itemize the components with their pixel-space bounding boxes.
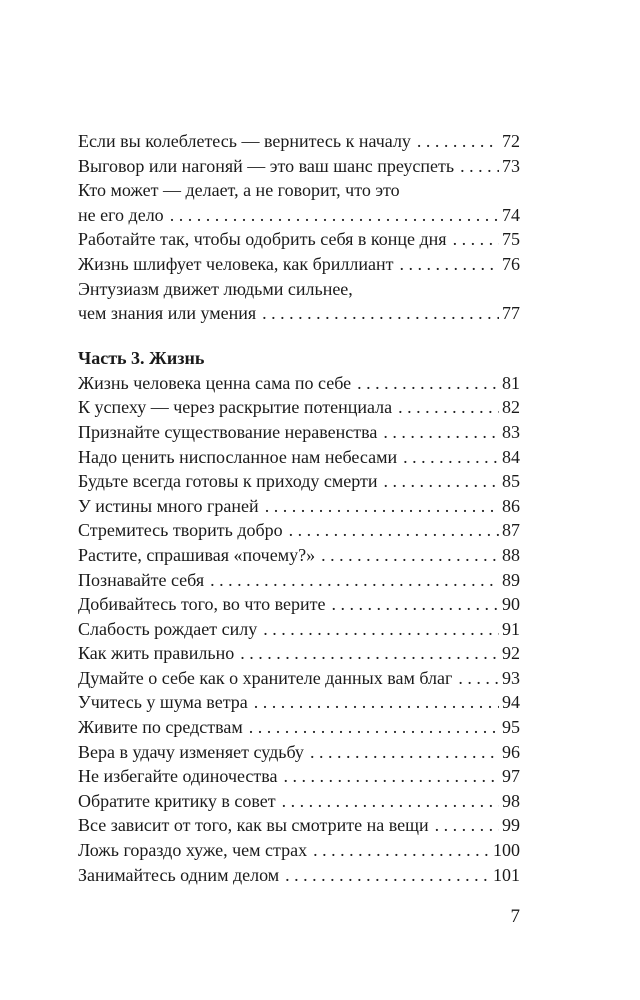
toc-entry-page: 84 (502, 446, 520, 467)
table-of-contents (78, 129, 520, 887)
toc-entry (78, 469, 520, 494)
toc-entry-title: Добивайтесь того, во что верите (78, 594, 326, 615)
toc-entry-title: Обратите критику в совет (78, 790, 276, 811)
toc-entry-title: Слабость рождает силу (78, 618, 258, 639)
toc-entry-page: 92 (502, 643, 520, 664)
toc-entry (78, 863, 520, 888)
toc-entry-page: 75 (502, 229, 520, 250)
toc-entry-continued-line (78, 178, 520, 203)
toc-entry-page: 87 (502, 520, 520, 541)
toc-entry-page: 90 (502, 594, 520, 615)
dot-leader (263, 617, 499, 642)
toc-entry-page: 101 (493, 864, 520, 885)
toc-entry (78, 420, 520, 445)
toc-entry (78, 129, 520, 154)
toc-entry (78, 764, 520, 789)
toc-entry-title: Занимайтесь одним делом (78, 864, 280, 885)
toc-entry (78, 666, 520, 691)
toc-entry-page: 98 (502, 790, 520, 811)
toc-entry (78, 203, 520, 228)
toc-entry-page: 89 (502, 569, 520, 590)
toc-entry (78, 371, 520, 396)
toc-entry-page: 95 (502, 717, 520, 738)
toc-entry-page: 88 (502, 544, 520, 565)
toc-entry-title: чем знания или умения (78, 303, 257, 324)
toc-entry-page: 76 (502, 253, 520, 274)
toc-entry (78, 838, 520, 863)
toc-entry-title: Не избегайте одиночества (78, 766, 278, 787)
toc-entry-title: Признайте существование неравенства (78, 421, 378, 442)
toc-entry (78, 592, 520, 617)
toc-entry-title: Работайте так, чтобы одобрить себя в конце дня (78, 229, 447, 250)
toc-entry-page: 93 (502, 667, 520, 688)
toc-entry (78, 740, 520, 765)
toc-entry-page: 96 (502, 741, 520, 762)
dot-leader (398, 395, 499, 420)
toc-entry-page: 99 (502, 815, 520, 836)
dot-leader (460, 154, 499, 179)
dot-leader (210, 568, 499, 593)
dot-leader (384, 469, 499, 494)
dot-leader (331, 592, 499, 617)
dot-leader (321, 543, 499, 568)
toc-entry-title: К успеху — через раскрытие потенциала (78, 397, 393, 418)
toc-entry (78, 568, 520, 593)
toc-entry-page: 72 (502, 131, 520, 151)
toc-entry-title: Учитесь у шума ветра (78, 692, 248, 713)
toc-entry-page: 74 (502, 204, 520, 225)
page-number: 7 (510, 906, 520, 927)
toc-entry-title: Ложь гораздо хуже, чем страх (78, 840, 308, 861)
toc-entry-title: Надо ценить ниспосланное нам небесами (78, 446, 398, 467)
toc-entry-page: 82 (502, 397, 520, 418)
toc-entry-title: Выговор или нагоняй — это ваш шанс преуспеть (78, 155, 455, 176)
dot-leader (453, 227, 499, 252)
toc-entry (78, 301, 520, 326)
dot-leader (417, 129, 499, 154)
toc-entry (78, 690, 520, 715)
toc-entry-title: Растите, спрашивая «почему?» (78, 544, 316, 565)
toc-entry (78, 445, 520, 470)
toc-entry-page: 85 (502, 471, 520, 492)
toc-entry (78, 252, 520, 277)
toc-entry-page: 81 (502, 372, 520, 393)
toc-entry (78, 227, 520, 252)
toc-entry-page: 91 (502, 618, 520, 639)
toc-entry (78, 641, 520, 666)
toc-entry-page: 73 (502, 155, 520, 176)
dot-leader (254, 690, 499, 715)
dot-leader (240, 641, 499, 666)
toc-entry (78, 617, 520, 642)
toc-entry-continued-line (78, 277, 520, 302)
toc-entry-page: 83 (502, 421, 520, 442)
dot-leader (435, 813, 499, 838)
toc-entry-page: 86 (502, 495, 520, 516)
toc-entry-page: 94 (502, 692, 520, 713)
toc-entry (78, 518, 520, 543)
toc-entry-title: Будьте всегда готовы к приходу смерти (78, 471, 378, 492)
toc-entry-title: Живите по средствам (78, 717, 243, 738)
dot-leader (403, 445, 499, 470)
dot-leader (310, 740, 499, 765)
toc-entry-title: У истины много граней (78, 495, 259, 516)
toc-entry-title: Жизнь шлифует человека, как бриллиант (78, 253, 394, 274)
toc-entry-title: Стремитесь творить добро (78, 520, 283, 541)
dot-leader (458, 666, 499, 691)
toc-entry-page: 100 (493, 840, 520, 861)
part3-entries (78, 371, 520, 887)
dot-leader (265, 494, 499, 519)
toc-entry (78, 543, 520, 568)
dot-leader (383, 420, 499, 445)
toc-entry (78, 395, 520, 420)
toc-entry-title: Как жить правильно (78, 643, 235, 664)
dot-leader (170, 203, 499, 228)
toc-entry (78, 789, 520, 814)
toc-entry (78, 715, 520, 740)
dot-leader (399, 252, 499, 277)
dot-leader (357, 371, 499, 396)
dot-leader (284, 764, 499, 789)
dot-leader (285, 863, 490, 888)
toc-entry-page: 97 (502, 766, 520, 787)
toc-entry (78, 494, 520, 519)
dot-leader (313, 838, 490, 863)
dot-leader (249, 715, 499, 740)
section-spacer (78, 326, 520, 345)
toc-entry-title: Если вы колеблетесь — вернитесь к началу (78, 131, 411, 151)
dot-leader (262, 301, 499, 326)
toc-entry-title-line1: Энтузиазм движет людьми сильнее, (78, 278, 353, 299)
toc-entry-title: Жизнь человека ценна сама по себе (78, 372, 352, 393)
section-heading: Часть 3. Жизнь (78, 347, 205, 368)
toc-entry (78, 813, 520, 838)
toc-entry (78, 154, 520, 179)
dot-leader (289, 518, 499, 543)
toc-entry-title: Вера в удачу изменяет судьбу (78, 741, 304, 762)
toc-entry-title: Познавайте себя (78, 569, 205, 590)
toc-entry-title: Все зависит от того, как вы смотрите на вещи (78, 815, 429, 836)
toc-entry-title: не его дело (78, 204, 164, 225)
toc-entry-title-line1: Кто может — делает, а не говорит, что это (78, 180, 400, 201)
toc-entry-title: Думайте о себе как о хранителе данных вам благ (78, 667, 453, 688)
dot-leader (282, 789, 499, 814)
toc-entry-page: 77 (502, 303, 520, 324)
